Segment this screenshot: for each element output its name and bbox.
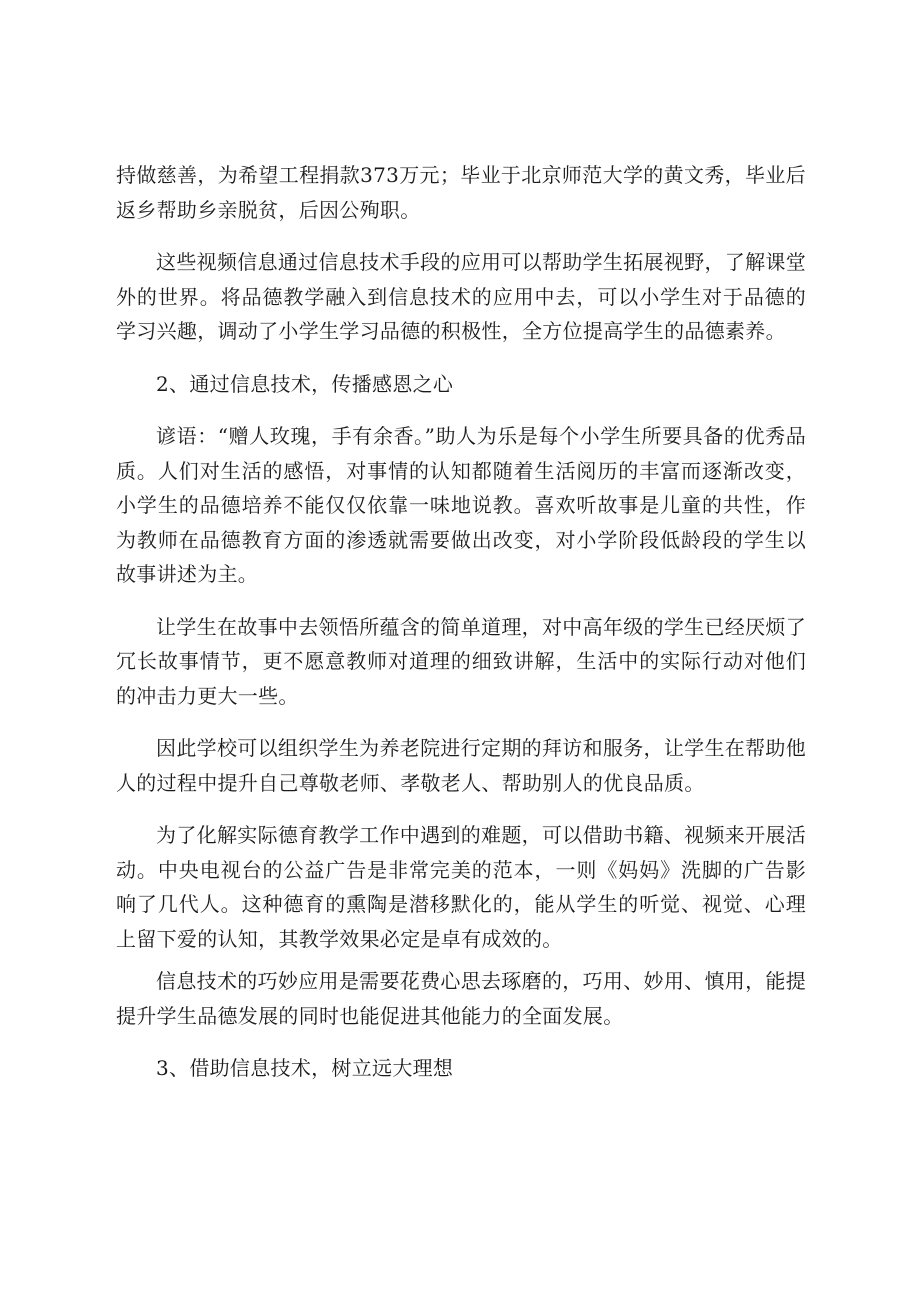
paragraph-charity-examples: 持做慈善，为希望工程捐款373万元；毕业于北京师范大学的黄文秀，毕业后返乡帮助乡亲脱贫，后因公殉职。 — [116, 163, 806, 222]
paragraph-clever-use: 信息技术的巧妙应用是需要花费心思去琢磨的，巧用、妙用、慎用，能提提升学生品德发展的同时也能促进其他能力的全面发展。 — [116, 969, 806, 1028]
section-heading-gratitude: 2、通过信息技术，传播感恩之心 — [156, 371, 454, 396]
document-page — [116, 158, 806, 1086]
paragraph-video-benefits: 这些视频信息通过信息技术手段的应用可以帮助学生拓展视野，了解课堂外的世界。将品德教学融入到信息技术的应用中去，可以小学生对于品德的学习兴趣，调动了小学生学习品德的积极性，全方位提高学生的品德素养。 — [116, 250, 806, 343]
paragraph-proverb: 谚语：“赠人玫瑰，手有余香。”助人为乐是每个小学生所要具备的优秀品质。人们对生活的感悟，对事情的认知都随着生活阅历的丰富而逐渐改变，小学生的品德培养不能仅仅依靠一味地说教。喜欢听故事是儿童的共性，作为教师在品德教育方面的渗透就需要做出改变，对小学阶段低龄段的学生以故事讲述为主。 — [116, 424, 806, 586]
paragraph-stories: 让学生在故事中去领悟所蕴含的简单道理，对中高年级的学生已经厌烦了冗长故事情节，更不愿意教师对道理的细致讲解，生活中的实际行动对他们的冲击力更大一些。 — [116, 614, 806, 708]
paragraph-nursing-home: 因此学校可以组织学生为养老院进行定期的拜访和服务，让学生在帮助他人的过程中提升自己尊敬老师、孝敬老人、帮助别人的优良品质。 — [116, 736, 806, 795]
paragraph-public-ads: 为了化解实际德育教学工作中遇到的难题，可以借助书籍、视频来开展活动。中央电视台的公益广告是非常完美的范本，一则《妈妈》洗脚的广告影响了几代人。这种德育的熏陶是潜移默化的，能从学生的听觉、视觉、心理上留下爱的认知，其教学效果必定是卓有成效的。 — [116, 823, 806, 951]
section-heading-ideals: 3、借助信息技术，树立远大理想 — [156, 1056, 454, 1080]
